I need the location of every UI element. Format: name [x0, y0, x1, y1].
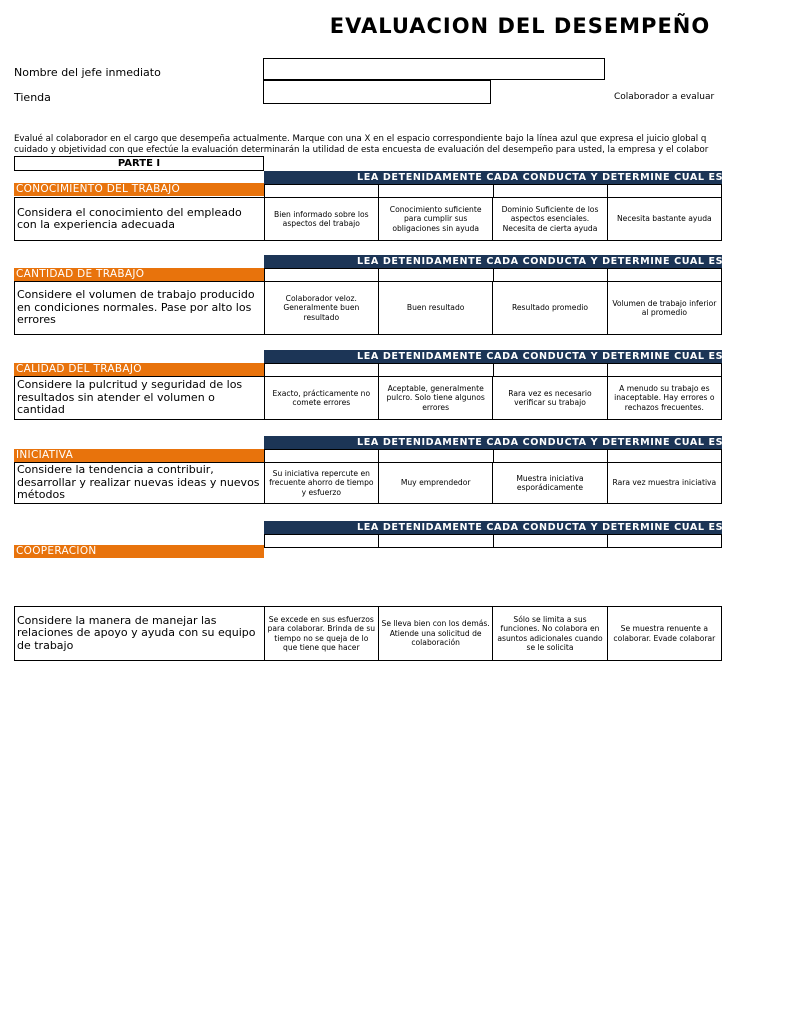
tienda-field[interactable]	[263, 80, 491, 104]
rating-row	[264, 363, 722, 377]
option-1: Bien informado sobre los aspectos del trabajo	[265, 198, 379, 241]
criterion-row	[14, 281, 722, 335]
option-3: Muestra iniciativa esporádicamente	[493, 463, 607, 504]
section-title: CANTIDAD DE TRABAJO	[14, 268, 264, 281]
option-1: Colaborador veloz. Generalmente buen resultado	[265, 282, 379, 335]
option-2: Conocimiento suficiente para cumplir sus obligaciones sin ayuda	[379, 198, 493, 241]
section-title: INICIATIVA	[14, 449, 264, 462]
instruction-banner: LEA DETENIDAMENTE CADA CONDUCTA Y DETERMINE CUAL ES LA QUE MEJOR	[264, 521, 722, 534]
option-3: Dominio Suficiente de los aspectos esenciales. Necesita de cierta ayuda	[493, 198, 607, 241]
criterion-row	[14, 462, 722, 504]
colaborador-label: Colaborador a evaluar	[614, 92, 715, 102]
criterion-text: Considere la manera de manejar las relaciones de apoyo y ayuda con su equipo de trabajo	[15, 607, 265, 661]
option-2: Buen resultado	[379, 282, 493, 335]
option-4: Volumen de trabajo inferior al promedio	[608, 282, 722, 335]
criterion-row	[14, 606, 722, 661]
jefe-label: Nombre del jefe inmediato	[14, 66, 161, 79]
option-4: Se muestra renuente a colaborar. Evade colaborar	[608, 607, 722, 661]
rating-row	[264, 534, 722, 548]
option-4: A menudo su trabajo es inaceptable. Hay errores o rechazos frecuentes.	[608, 377, 722, 420]
option-2: Se lleva bien con los demás. Atiende una solicitud de colaboración	[379, 607, 493, 661]
section-title: CALIDAD DEL TRABAJO	[14, 363, 264, 376]
instruction-banner: LEA DETENIDAMENTE CADA CONDUCTA Y DETERMINE CUAL ES LA QUE MEJOR	[264, 171, 722, 184]
intro-line-2: cuidado y objetividad con que efectúe la evaluación determinarán la utilidad de esta encuesta de evaluación del desempeño para usted, la empresa y el colabor	[14, 145, 709, 155]
option-4: Rara vez muestra iniciativa	[608, 463, 722, 504]
criterion-row	[14, 376, 722, 420]
criterion-text: Considere la pulcritud y seguridad de los resultados sin atender el volumen o cantidad	[15, 377, 265, 420]
criterion-text: Considera el conocimiento del empleado con la experiencia adecuada	[15, 198, 265, 241]
rating-cell-2[interactable]	[379, 535, 493, 548]
intro-line-1: Evalué al colaborador en el cargo que desempeña actualmente. Marque con una X en el espacio correspondiente bajo la línea azul que expresa el juicio global q	[14, 134, 707, 144]
option-3: Rara vez es necesario verificar su trabajo	[493, 377, 607, 420]
tienda-label: Tienda	[14, 91, 51, 104]
part-label: PARTE I	[14, 156, 264, 171]
jefe-field[interactable]	[263, 58, 605, 80]
rating-row	[264, 449, 722, 463]
option-3: Sólo se limita a sus funciones. No colabora en asuntos adicionales cuando se le solicita	[493, 607, 607, 661]
page-title: EVALUACION DEL DESEMPEÑO	[329, 14, 711, 38]
rating-cell-3[interactable]	[494, 535, 608, 548]
rating-row	[264, 268, 722, 282]
option-2: Muy emprendedor	[379, 463, 493, 504]
section-title: COOPERACION	[14, 545, 264, 558]
rating-cell-4[interactable]	[608, 535, 722, 548]
option-2: Aceptable, generalmente pulcro. Solo tiene algunos errores	[379, 377, 493, 420]
option-4: Necesita bastante ayuda	[608, 198, 722, 241]
instruction-banner: LEA DETENIDAMENTE CADA CONDUCTA Y DETERMINE CUAL ES LA QUE MEJOR	[264, 255, 722, 268]
option-3: Resultado promedio	[493, 282, 607, 335]
option-1: Su iniciativa repercute en frecuente ahorro de tiempo y esfuerzo	[265, 463, 379, 504]
rating-cell-1[interactable]	[265, 535, 379, 548]
option-1: Se excede en sus esfuerzos para colaborar. Brinda de su tiempo no se queja de lo que tiene que hacer	[265, 607, 379, 661]
criterion-row	[14, 197, 722, 241]
instruction-banner: LEA DETENIDAMENTE CADA CONDUCTA Y DETERMINE CUAL ES LA QUE MEJOR	[264, 436, 722, 449]
rating-row	[264, 184, 722, 198]
criterion-text: Considere el volumen de trabajo producido en condiciones normales. Pase por alto los errores	[15, 282, 265, 335]
criterion-text: Considere la tendencia a contribuir, desarrollar y realizar nuevas ideas y nuevos métodos	[15, 463, 265, 504]
instruction-banner: LEA DETENIDAMENTE CADA CONDUCTA Y DETERMINE CUAL ES LA QUE MEJOR	[264, 350, 722, 363]
section-title: CONOCIMIENTO DEL TRABAJO	[14, 183, 264, 196]
option-1: Exacto, prácticamente no comete errores	[265, 377, 379, 420]
